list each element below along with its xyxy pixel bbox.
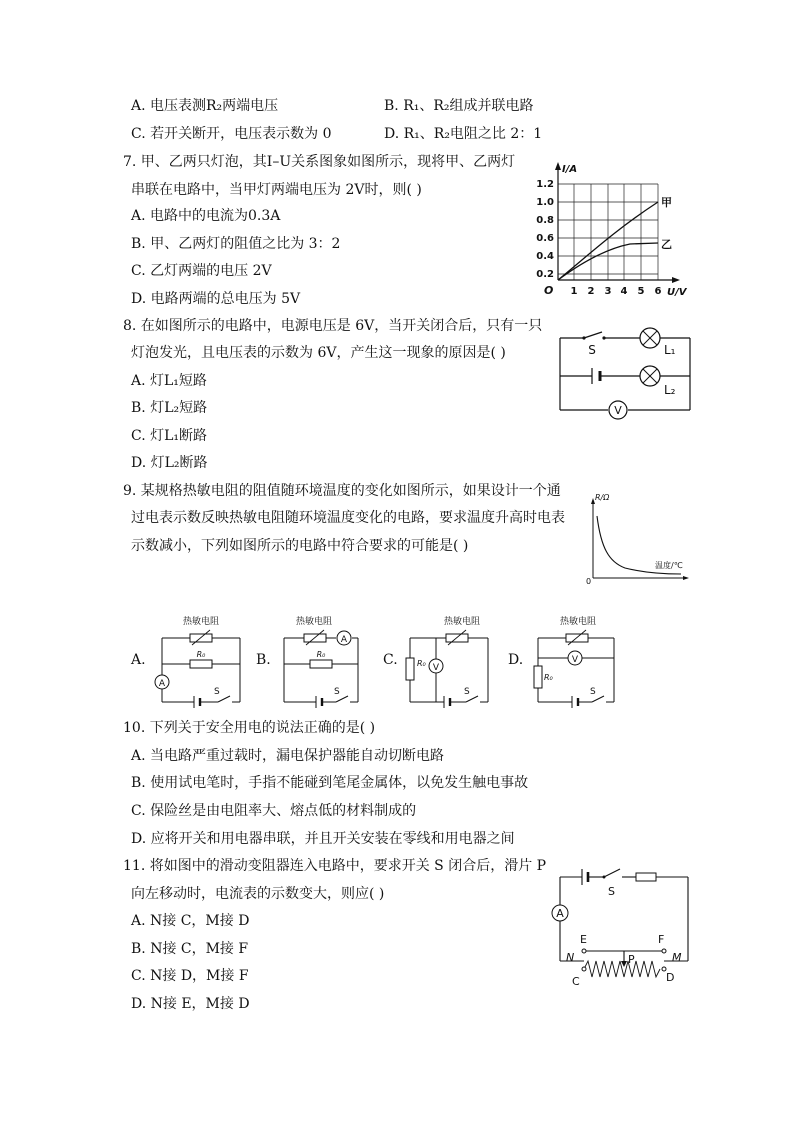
q7-y-tick: 0.2 bbox=[536, 269, 554, 280]
q11-label-f: F bbox=[658, 933, 665, 946]
q10-stem: 10. 下列关于安全用电的说法正确的是( ) bbox=[123, 720, 376, 736]
q9a-thermistor-label: 热敏电阻 bbox=[182, 617, 220, 627]
q7-y-tick: 0.6 bbox=[536, 233, 554, 244]
q11-switch-label: S bbox=[608, 885, 615, 898]
q11-stem-line2: 向左移动时，电流表的示数变大，则应( ) bbox=[131, 886, 385, 902]
q9-stem-line3: 示数减小，下列如图所示的电路中符合要求的可能是( ) bbox=[131, 538, 469, 554]
q9c-r0-label: R₀ bbox=[417, 659, 426, 668]
q8-switch-contact bbox=[602, 336, 605, 339]
q7-y-tick: 1.2 bbox=[536, 179, 554, 190]
q8-option-c: C. 灯L₁断路 bbox=[131, 428, 208, 444]
q7-option-d: D. 电路两端的总电压为 5V bbox=[131, 291, 301, 307]
q9d-switch-label: S bbox=[590, 687, 596, 697]
q8-lamp1-label: L₁ bbox=[664, 343, 676, 357]
q11-label-d: D bbox=[666, 971, 675, 984]
q6-option-d: D. R₁、R₂电阻之比 2：1 bbox=[384, 126, 543, 142]
q9a-ammeter-label: A bbox=[158, 679, 166, 689]
q11-terminal-c bbox=[582, 967, 586, 971]
q11-label-n: N bbox=[566, 951, 575, 964]
q8-lamp2-icon bbox=[640, 366, 660, 386]
q8-switch-contact bbox=[582, 336, 585, 339]
q8-option-d: D. 灯L₂断路 bbox=[131, 455, 208, 471]
q8-circuit bbox=[556, 328, 696, 418]
q9-option-a-circuit bbox=[152, 612, 252, 698]
q9d-thermistor-label: 热敏电阻 bbox=[559, 617, 597, 627]
q8-lamp2-label: L₂ bbox=[664, 383, 676, 397]
q8-stem-line1: 8. 在如图所示的电路中，电源电压是 6V，当开关闭合后，只有一只 bbox=[123, 318, 543, 334]
q9c-thermistor-label: 热敏电阻 bbox=[443, 617, 481, 627]
q11-circuit bbox=[552, 865, 692, 995]
q9-option-c-label: C. bbox=[383, 652, 398, 668]
q7-y-tick: 0.8 bbox=[536, 215, 554, 226]
q9-stem-line2: 过电表示数反映热敏电阻随环境温度变化的电路，要求温度升高时电表 bbox=[131, 510, 565, 526]
q6-option-c: C. 若开关断开，电压表示数为 0 bbox=[131, 126, 332, 142]
q9a-switch-label: S bbox=[214, 687, 220, 697]
q9-x-label: 温度/℃ bbox=[655, 561, 683, 570]
q10-option-d: D. 应将开关和用电器串联，并且开关安装在零线和用电器之间 bbox=[131, 831, 515, 847]
q11-option-a: A. N接 C，M接 D bbox=[131, 913, 250, 929]
q9b-r0-label: R₀ bbox=[316, 650, 326, 659]
q9a-r0-label: R₀ bbox=[196, 650, 206, 659]
q7-x-tick: 1 bbox=[570, 286, 578, 297]
q9-option-c-circuit bbox=[402, 612, 502, 698]
q9d-r0 bbox=[534, 666, 542, 688]
q7-y-label: I/A bbox=[562, 164, 578, 175]
q8-lamp1-icon bbox=[640, 328, 660, 348]
q7-x-arrow bbox=[672, 277, 680, 283]
q11-option-d: D. N接 E，M接 D bbox=[131, 996, 250, 1012]
q7-x-tick: 5 bbox=[637, 286, 645, 297]
q7-x-tick: 6 bbox=[654, 286, 662, 297]
q7-option-a: A. 电路中的电流为0.3A bbox=[131, 208, 281, 224]
q11-stem-line1: 11. 将如图中的滑动变阻器连入电路中，要求开关 S 闭合后，滑片 P bbox=[123, 858, 547, 874]
q11-label-m: M bbox=[672, 951, 682, 964]
q9-rt-graph bbox=[585, 490, 695, 585]
q10-option-b: B. 使用试电笔时，手指不能碰到笔尾金属体，以免发生触电事故 bbox=[131, 775, 529, 791]
q9d-r0-label: R₀ bbox=[544, 673, 553, 682]
q7-stem-line1: 7. 甲、乙两只灯泡，其I–U关系图象如图所示，现将甲、乙两灯 bbox=[123, 154, 516, 170]
q8-stem-line2: 灯泡发光，且电压表的示数为 6V，产生这一现象的原因是( ) bbox=[131, 345, 506, 361]
q9b-thermistor-label: 热敏电阻 bbox=[295, 617, 333, 627]
q8-voltmeter-label: V bbox=[614, 404, 622, 417]
q9a-r0 bbox=[190, 660, 212, 668]
q11-label-e: E bbox=[580, 933, 587, 946]
q9b-ammeter-label: A bbox=[340, 635, 348, 645]
q9b-switch-label: S bbox=[334, 687, 340, 697]
q9-option-a-label: A. bbox=[131, 652, 146, 668]
q7-x-tick: 4 bbox=[620, 286, 628, 297]
q7-label-yi: 乙 bbox=[661, 238, 672, 251]
q9-option-d-label: D. bbox=[508, 652, 524, 668]
q11-terminal-f bbox=[662, 949, 666, 953]
q6-option-a: A. 电压表测R₂两端电压 bbox=[131, 98, 279, 114]
q7-x-tick: 2 bbox=[587, 286, 595, 297]
q11-option-c: C. N接 D，M接 F bbox=[131, 968, 249, 984]
q7-origin: O bbox=[544, 284, 554, 297]
q7-x-tick: 3 bbox=[604, 286, 612, 297]
q10-option-c: C. 保险丝是由电阻率大、熔点低的材料制成的 bbox=[131, 803, 417, 819]
q9-option-d-circuit bbox=[530, 612, 630, 698]
q8-option-a: A. 灯L₁短路 bbox=[131, 373, 207, 389]
q8-option-b: B. 灯L₂短路 bbox=[131, 400, 208, 416]
q11-option-b: B. N接 C，M接 F bbox=[131, 941, 249, 957]
q7-stem-line2: 串联在电路中，当甲灯两端电压为 2V时，则( ) bbox=[131, 182, 422, 198]
q9b-r0 bbox=[310, 660, 332, 668]
q7-y-tick: 1.0 bbox=[536, 197, 554, 208]
q9d-voltmeter-label: V bbox=[571, 655, 579, 665]
q9c-r0 bbox=[406, 658, 414, 680]
q7-y-tick: 0.4 bbox=[536, 251, 554, 262]
q9-option-b-circuit bbox=[274, 612, 374, 698]
q11-terminal-e bbox=[582, 949, 586, 953]
q7-label-jia: 甲 bbox=[661, 196, 672, 209]
q9-stem-line1: 9. 某规格热敏电阻的阻值随环境温度的变化如图所示，如果设计一个通 bbox=[123, 483, 561, 499]
q9-option-b-label: B. bbox=[256, 652, 271, 668]
q7-option-b: B. 甲、乙两灯的阻值之比为 3：2 bbox=[131, 236, 341, 252]
q11-label-c: C bbox=[572, 975, 580, 988]
q11-slider-arrow bbox=[621, 961, 627, 967]
q7-iu-graph bbox=[530, 158, 690, 298]
q8-switch-label: S bbox=[588, 343, 596, 357]
q10-option-a: A. 当电路严重过载时，漏电保护器能自动切断电路 bbox=[131, 748, 445, 764]
q11-rheostat-coil bbox=[584, 961, 660, 977]
q7-option-c: C. 乙灯两端的电压 2V bbox=[131, 263, 272, 279]
q11-label-p: P bbox=[628, 953, 635, 966]
q9-x-arrow bbox=[683, 576, 689, 580]
q11-switch-contact bbox=[603, 876, 606, 879]
q11-ammeter-label: A bbox=[556, 907, 564, 920]
q11-resistor bbox=[636, 873, 656, 881]
q7-y-arrow bbox=[555, 162, 561, 170]
q9-y-label: R/Ω bbox=[595, 493, 610, 502]
q7-x-label: U/V bbox=[667, 287, 687, 298]
q9-origin: 0 bbox=[586, 577, 592, 586]
q9c-voltmeter-label: V bbox=[432, 663, 440, 673]
q6-option-b: B. R₁、R₂组成并联电路 bbox=[384, 98, 534, 114]
q9c-switch-label: S bbox=[464, 687, 470, 697]
